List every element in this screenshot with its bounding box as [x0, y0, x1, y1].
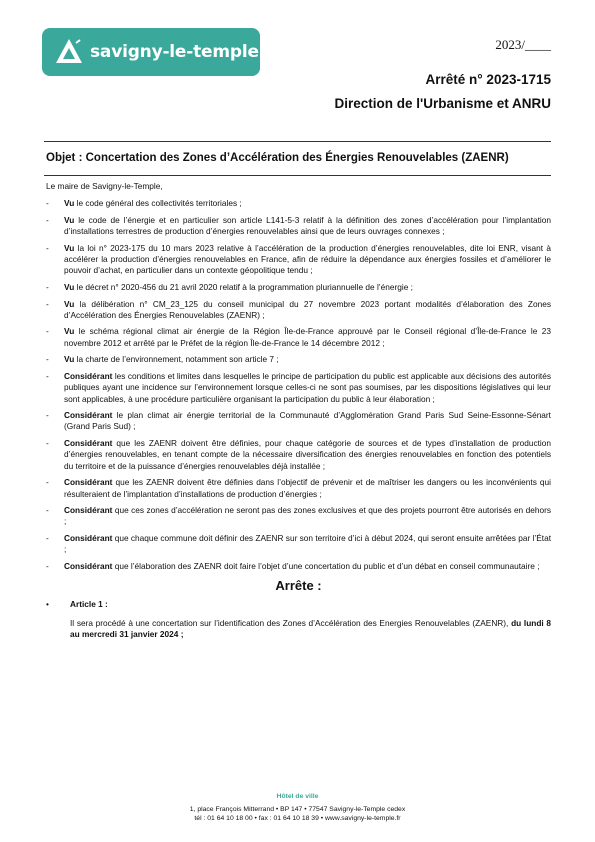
list-item: - Considérant les conditions et limites dans lesquelles le principe de participation du public est applicable aux décisions des autorités publiques ayant une incidence sur l’environnement lorsque celles-ci ne sont pas soumises, par les dispositions législatives qui leur sont applicables, à une procédure particulière organisant la participation du public à leur élaboration ; [46, 370, 551, 404]
list-item: - Vu le code de l’énergie et en particulier son article L141-5-3 relatif à la définition des zones d’accélération pour l’implantation d’installations terrestres de production d’énergies renouvelables ainsi que de leurs ouvrages connexes ; [46, 214, 551, 237]
list-item: - Vu le décret n° 2020-456 du 21 avril 2020 relatif à la programmation pluriannuelle de l’énergie ; [46, 281, 413, 292]
list-item: - Considérant que chaque commune doit définir des ZAENR sur son territoire d’ici à début 2024, qui seront ensuite arrêtées par l’État ; [46, 532, 551, 555]
list-item: - Vu le schéma régional climat air énergie de la Région Île-de-France approuvé par le Conseil régional d’Île-de-France le 23 novembre 2012 et arrêté par le Préfet de la région Île-de-France le 14 décembre 2012 ; [46, 326, 551, 348]
list-item: - Considérant que les ZAENR doivent être définies, pour chaque catégorie de sources et de types d’installation de production d’énergies renouvelables, en tenant compte de la nécessaire diversification des énergies renouvelables en fonction des potentiels du territoire et de la puissance d’énergies renouvelables déjà installée ; [46, 438, 551, 471]
list-item: - Vu la loi n° 2023-175 du 10 mars 2023 relative à l’accélération de la production d’énergies renouvelables, dite loi ENR, visant à accélérer la production d’énergies renouvelables en France, afin de réduire la dépendance aux énergies fossiles et d’améliorer le pouvoir d’achat, en particulier dans un contexte géopolitique tendu ; [46, 242, 551, 276]
list-item: - Considérant le plan climat air énergie territorial de la Communauté d’Agglomération Grand Paris Sud Seine-Essonne-Sénart (Grand Paris Sud) ; [46, 410, 551, 432]
article-1-label: Article 1 : [70, 599, 108, 610]
objet-title: Objet : Concertation des Zones d’Accélération des Énergies Renouvelables (ZAENR) [46, 152, 509, 164]
bullet-icon: • [46, 599, 49, 610]
arrete-number: Arrêté n° 2023-1715 [425, 72, 551, 87]
footer-address: 1, place François Mitterrand • BP 147 • 77547 Savigny-le-Temple cedex [189, 806, 406, 813]
list-item: - Considérant que ces zones d’accélération ne seront pas des zones exclusives et que des projets pourront être autorisés en dehors ; [46, 505, 551, 527]
triangle-tent-icon [54, 37, 84, 67]
document-body [46, 181, 551, 640]
page-footer [0, 792, 595, 823]
article-1 [46, 599, 551, 640]
list-item: - Vu la charte de l’environnement, notamment son article 7 ; [46, 354, 279, 365]
city-logo [42, 28, 260, 76]
list-item: - Considérant que l’élaboration des ZAENR doit faire l’objet d’une concertation du public et d’un débat en conseil communautaire ; [46, 560, 540, 571]
list-item: - Vu le code général des collectivités territoriales ; [46, 198, 242, 209]
intro-text: Le maire de Savigny-le-Temple, [46, 181, 163, 191]
divider-top [44, 141, 551, 142]
footer-heading: Hôtel de ville [276, 793, 319, 800]
arrete-heading: Arrête : [275, 578, 322, 594]
list-item: - Considérant que les ZAENR doivent être définies dans l’objectif de prévenir et de maîtriser les dangers ou les inconvénients qui résulteraient de l’implantation d’installations de production d’énergies ; [46, 477, 551, 499]
article-1-text: Il sera procédé à une concertation sur l’identification des Zones d’Accélération des Energies Renouvelables (ZAENR), du lundi 8 au mercredi 31 janvier 2024 ; [70, 617, 551, 640]
visa-list [46, 198, 551, 572]
reference-number: 2023/____ [495, 37, 551, 52]
footer-contact: tél : 01 64 10 18 00 • fax : 01 64 10 18 39 • www.savigny-le-temple.fr [194, 815, 401, 822]
divider-bottom [44, 175, 551, 176]
direction-title: Direction de l'Urbanisme et ANRU [334, 96, 551, 111]
list-item: - Vu la délibération n° CM_23_125 du conseil municipal du 27 novembre 2023 portant modalités d’élaboration des Zones d’Accélération des Énergies Renouvelables (ZAENR) ; [46, 298, 551, 320]
logo-text: savigny-le-temple [90, 42, 259, 62]
